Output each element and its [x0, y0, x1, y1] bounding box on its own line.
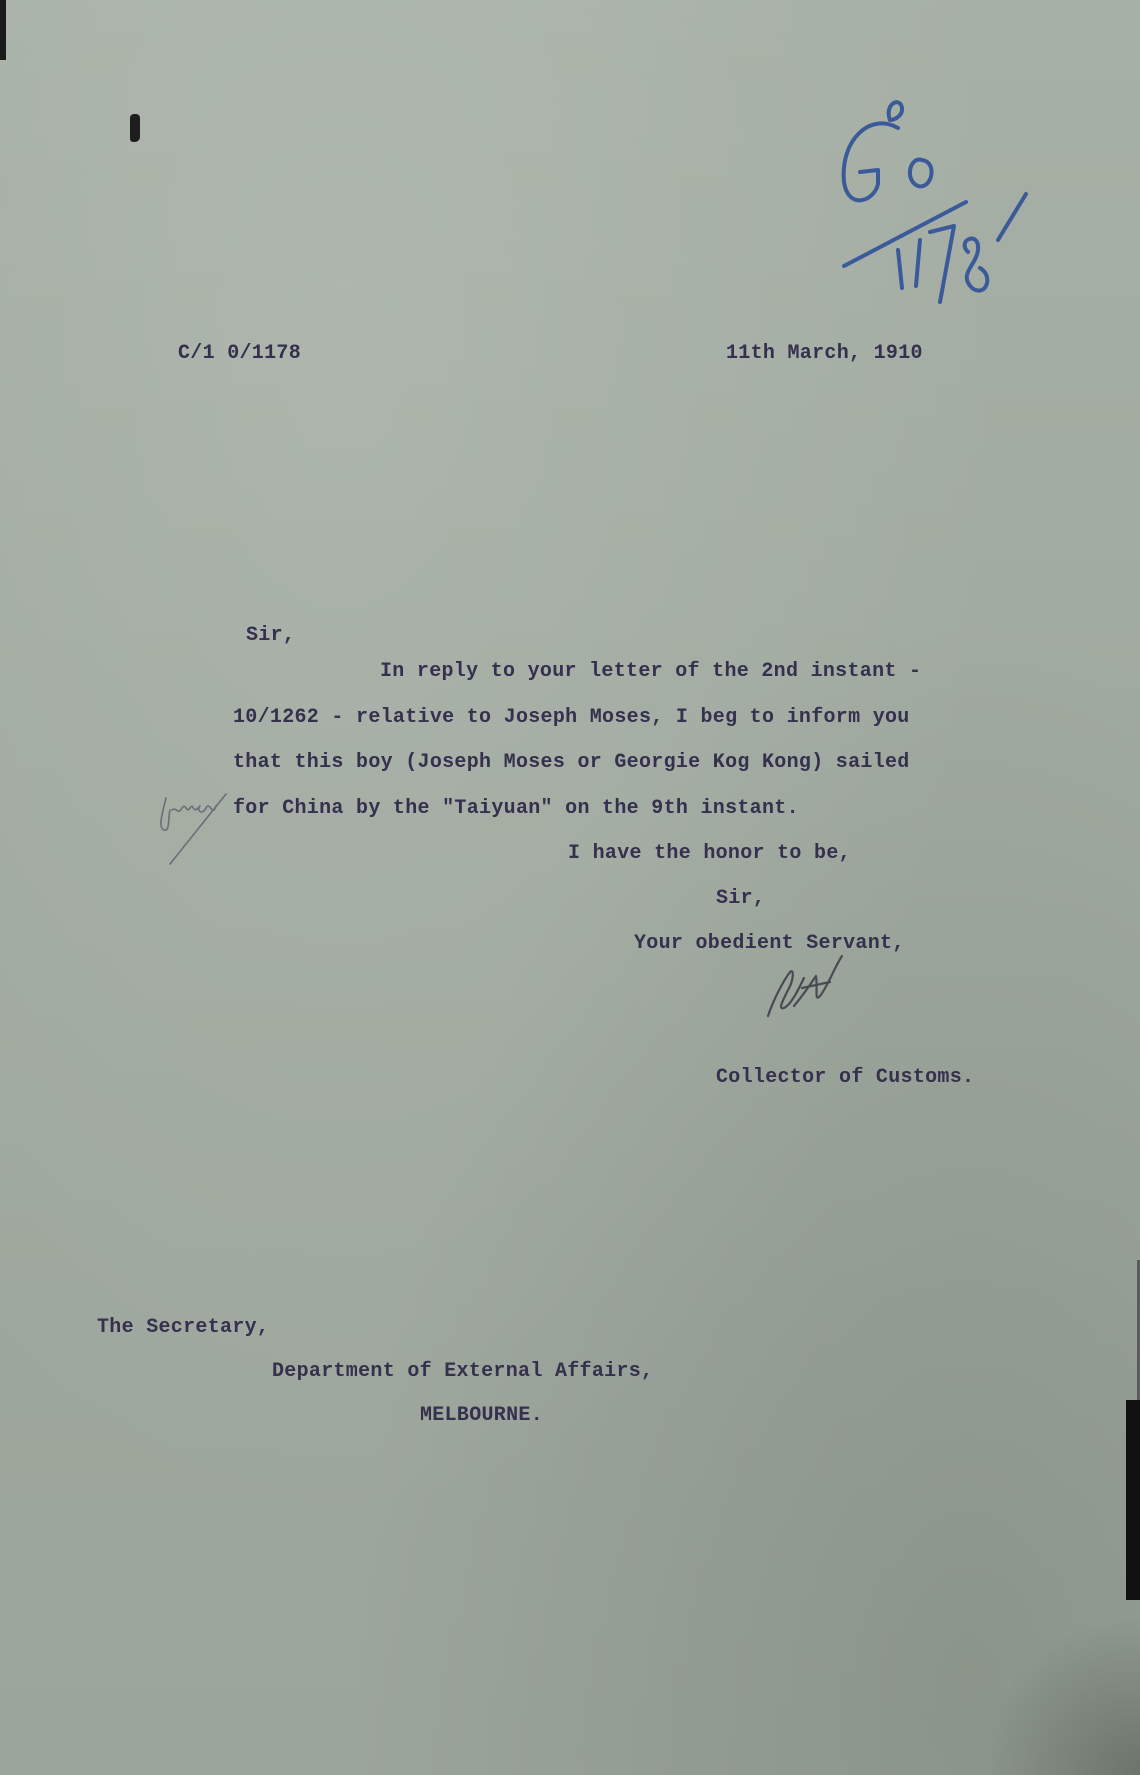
signature-drawing	[760, 950, 850, 1022]
page-edge-mark-right	[1126, 1400, 1140, 1600]
letter-date: 11th March, 1910	[726, 342, 923, 365]
addressee-line: Department of External Affairs,	[272, 1360, 654, 1383]
margin-initials-handwritten	[156, 788, 230, 860]
body-line: In reply to your letter of the 2nd instant -	[380, 660, 922, 683]
signature-handwritten	[760, 950, 850, 1022]
signatory-title: Collector of Customs.	[716, 1066, 975, 1089]
file-annotation-drawing	[830, 90, 1050, 330]
addressee-line: MELBOURNE.	[420, 1404, 544, 1427]
closing-line: Your obedient Servant,	[634, 932, 905, 955]
page-corner-shadow	[980, 1615, 1140, 1775]
file-annotation-handwritten	[830, 90, 1050, 330]
page-edge-mark	[0, 0, 6, 60]
ink-blot	[130, 114, 140, 142]
closing-line: I have the honor to be,	[568, 842, 851, 865]
body-line: 10/1262 - relative to Joseph Moses, I beg to inform you	[233, 706, 910, 729]
salutation: Sir,	[246, 624, 296, 647]
margin-initials-drawing	[156, 788, 230, 860]
body-line: for China by the "Taiyuan" on the 9th instant.	[233, 797, 799, 820]
addressee-line: The Secretary,	[97, 1316, 270, 1339]
reference-number: C/1 0/1178	[178, 342, 302, 365]
body-line: that this boy (Joseph Moses or Georgie Kog Kong) sailed	[233, 751, 910, 774]
closing-line: Sir,	[716, 887, 766, 910]
